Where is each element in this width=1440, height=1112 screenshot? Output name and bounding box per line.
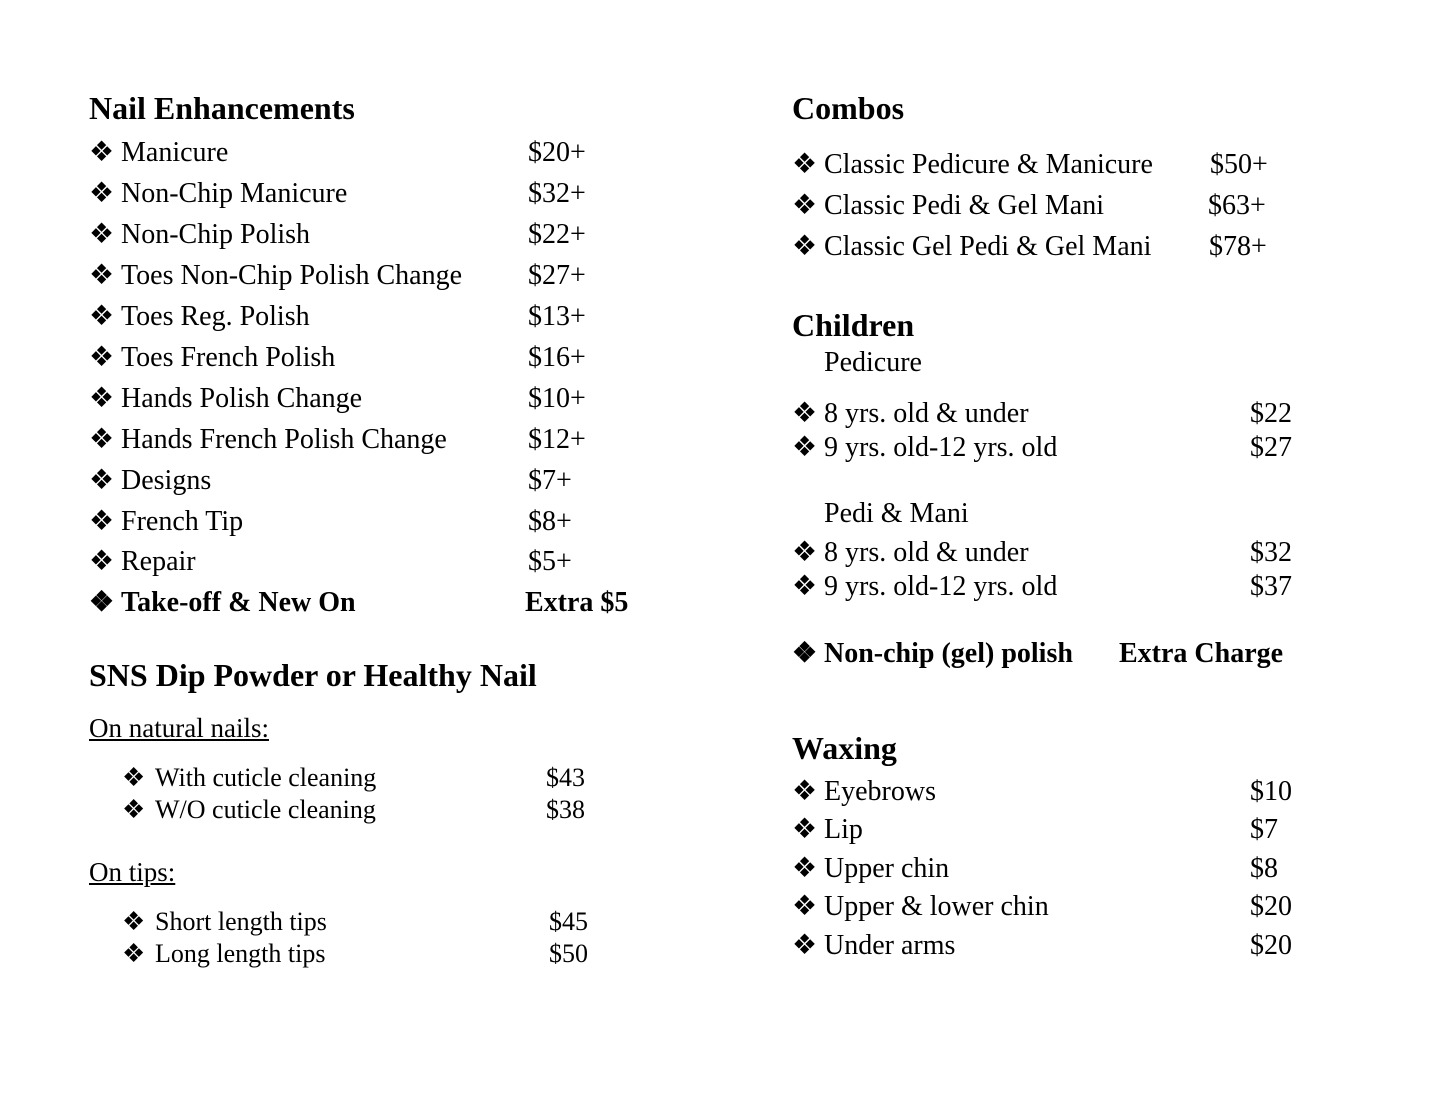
service-price: $8: [1250, 853, 1278, 884]
service-name: Classic Gel Pedi & Gel Mani: [824, 231, 1152, 262]
diamond-bullet-icon: ❖: [792, 149, 818, 180]
service-name: French Tip: [121, 506, 244, 537]
nail-enhancements-heading: Nail Enhancements: [89, 90, 355, 126]
service-name: Toes Reg. Polish: [121, 301, 310, 332]
diamond-bullet-icon: ❖: [89, 137, 115, 168]
pedi-mani-label: Pedi & Mani: [824, 498, 969, 529]
diamond-bullet-icon: ❖: [89, 587, 115, 618]
service-name: Eyebrows: [824, 776, 936, 807]
service-name: Under arms: [824, 930, 956, 961]
diamond-bullet-icon: ❖: [792, 930, 818, 961]
diamond-bullet-icon: ❖: [89, 506, 115, 537]
service-name: Hands Polish Change: [121, 383, 363, 414]
service-name: Hands French Polish Change: [121, 424, 447, 455]
natural-nails-label: On natural nails:: [89, 713, 269, 743]
pedicure-label: Pedicure: [824, 347, 922, 378]
service-price: $12+: [528, 424, 586, 455]
service-name: Repair: [121, 546, 196, 577]
service-price: $37: [1250, 571, 1292, 602]
service-name: Long length tips: [155, 939, 326, 968]
sns-heading: SNS Dip Powder or Healthy Nail: [89, 657, 537, 693]
waxing-heading: Waxing: [792, 730, 897, 766]
diamond-bullet-icon: ❖: [89, 219, 115, 250]
service-name: Manicure: [121, 137, 229, 168]
service-price: Extra $5: [525, 587, 629, 618]
service-price: Extra Charge: [1119, 638, 1284, 669]
diamond-bullet-icon: ❖: [89, 260, 115, 291]
service-name: 9 yrs. old-12 yrs. old: [824, 571, 1058, 602]
diamond-bullet-icon: ❖: [792, 814, 818, 845]
service-name: 8 yrs. old & under: [824, 398, 1029, 429]
diamond-bullet-icon: ❖: [89, 342, 115, 373]
diamond-bullet-icon: ❖: [792, 891, 818, 922]
service-price: $20: [1250, 891, 1292, 922]
diamond-bullet-icon: ❖: [122, 763, 146, 792]
diamond-bullet-icon: ❖: [792, 853, 818, 884]
tips-label: On tips:: [89, 857, 176, 887]
service-price: $16+: [528, 342, 586, 373]
service-name: Non-Chip Manicure: [121, 178, 348, 209]
service-name: Non-chip (gel) polish: [824, 638, 1073, 669]
service-name: Classic Pedicure & Manicure: [824, 149, 1153, 180]
diamond-bullet-icon: ❖: [792, 776, 818, 807]
children-heading: Children: [792, 307, 915, 343]
service-price: $63+: [1208, 190, 1266, 221]
service-name: Short length tips: [155, 907, 327, 936]
diamond-bullet-icon: ❖: [792, 231, 818, 262]
service-name: Non-Chip Polish: [121, 219, 311, 250]
diamond-bullet-icon: ❖: [89, 546, 115, 577]
service-price: $22: [1250, 398, 1292, 429]
service-name: Toes French Polish: [121, 342, 336, 373]
diamond-bullet-icon: ❖: [89, 301, 115, 332]
service-name: With cuticle cleaning: [155, 763, 377, 792]
service-price: $5+: [528, 546, 572, 577]
diamond-bullet-icon: ❖: [89, 465, 115, 496]
diamond-bullet-icon: ❖: [122, 907, 146, 936]
diamond-bullet-icon: ❖: [792, 432, 818, 463]
service-price: $27: [1250, 432, 1292, 463]
service-name: Upper chin: [824, 853, 950, 884]
service-price: $45: [549, 907, 588, 936]
service-price: $22+: [528, 219, 586, 250]
service-price: $20+: [528, 137, 586, 168]
service-price: $43: [546, 763, 585, 792]
diamond-bullet-icon: ❖: [122, 795, 146, 824]
service-name: Take-off & New On: [121, 587, 356, 618]
service-name: Designs: [121, 465, 212, 496]
service-name: Toes Non-Chip Polish Change: [121, 260, 463, 291]
service-price: $32: [1250, 537, 1292, 568]
service-price: $20: [1250, 930, 1292, 961]
service-name: Classic Pedi & Gel Mani: [824, 190, 1104, 221]
service-price: $10+: [528, 383, 586, 414]
combos-heading: Combos: [792, 90, 905, 126]
service-price: $78+: [1209, 231, 1267, 262]
service-name: 8 yrs. old & under: [824, 537, 1029, 568]
service-price: $8+: [528, 506, 572, 537]
service-name: 9 yrs. old-12 yrs. old: [824, 432, 1058, 463]
service-price: $32+: [528, 178, 586, 209]
service-price: $38: [546, 795, 585, 824]
diamond-bullet-icon: ❖: [122, 939, 146, 968]
diamond-bullet-icon: ❖: [792, 398, 818, 429]
diamond-bullet-icon: ❖: [792, 638, 818, 669]
service-price: $27+: [528, 260, 586, 291]
diamond-bullet-icon: ❖: [89, 178, 115, 209]
service-price: $50+: [1210, 149, 1268, 180]
service-price: $50: [549, 939, 588, 968]
service-price: $7: [1250, 814, 1278, 845]
diamond-bullet-icon: ❖: [89, 383, 115, 414]
service-price: $13+: [528, 301, 586, 332]
service-name: Lip: [824, 814, 863, 845]
service-name: W/O cuticle cleaning: [155, 795, 376, 824]
diamond-bullet-icon: ❖: [792, 537, 818, 568]
diamond-bullet-icon: ❖: [792, 190, 818, 221]
service-price: $10: [1250, 776, 1292, 807]
service-price: $7+: [528, 465, 572, 496]
diamond-bullet-icon: ❖: [792, 571, 818, 602]
diamond-bullet-icon: ❖: [89, 424, 115, 455]
service-name: Upper & lower chin: [824, 891, 1049, 922]
